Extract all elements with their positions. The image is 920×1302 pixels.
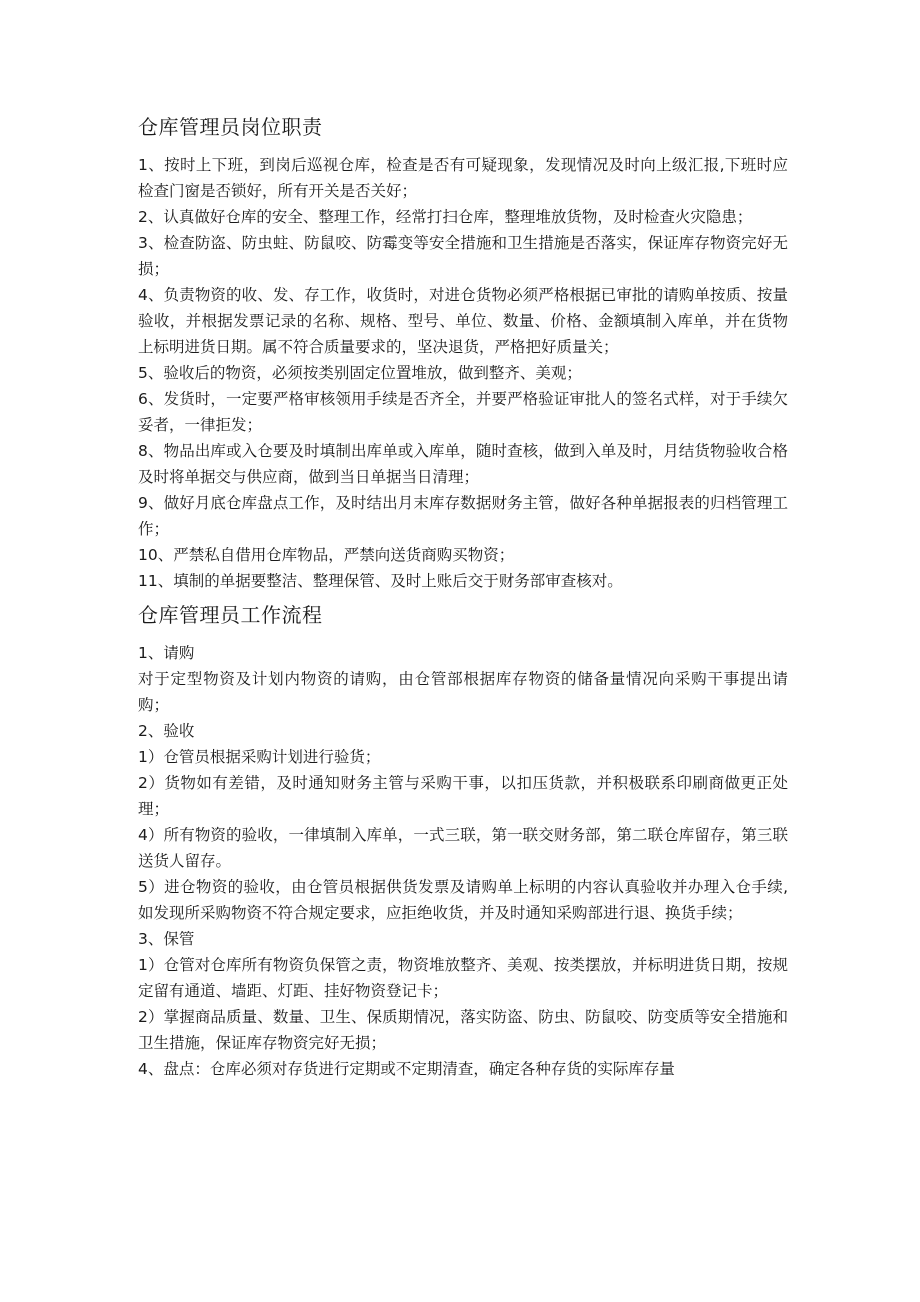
- process-step-title: 1、请购: [138, 644, 195, 662]
- duty-item: 3、检查防盗、防虫蛀、防鼠咬、防霉变等安全措施和卫生措施是否落实，保证库存物资完好无损；: [138, 234, 788, 278]
- process-item: 2）货物如有差错，及时通知财务主管与采购干事，以扣压货款，并积极联系印刷商做更正处理；: [138, 774, 788, 818]
- process-item: 2）掌握商品质量、数量、卫生、保质期情况，落实防盗、防虫、防鼠咬、防变质等安全措施和卫生措施，保证库存物资完好无损；: [138, 1008, 788, 1052]
- document-page: [138, 112, 788, 1082]
- process-item: 对于定型物资及计划内物资的请购，由仓管部根据库存物资的储备量情况向采购干事提出请购；: [138, 670, 788, 714]
- duty-item: 8、物品出库或入仓要及时填制出库单或入库单，随时查核，做到入单及时，月结货物验收合格及时将单据交与供应商，做到当日单据当日清理；: [138, 442, 788, 486]
- duty-item: 6、发货时，一定要严格审核领用手续是否齐全，并要严格验证审批人的签名式样，对于手续欠妥者，一律拒发；: [138, 390, 788, 434]
- process-item: 1）仓管对仓库所有物资负保管之责，物资堆放整齐、美观、按类摆放，并标明进货日期，按规定留有通道、墙距、灯距、挂好物资登记卡；: [138, 956, 788, 1000]
- duty-item: 5、验收后的物资，必须按类别固定位置堆放，做到整齐、美观；: [138, 364, 582, 382]
- duty-item: 1、按时上下班，到岗后巡视仓库，检查是否有可疑现象，发现情况及时向上级汇报,下班时应检查门窗是否锁好，所有开关是否关好；: [138, 156, 788, 200]
- process-step-title: 3、保管: [138, 930, 195, 948]
- duty-item: 10、严禁私自借用仓库物品，严禁向送货商购买物资；: [138, 546, 515, 564]
- duties-heading: 仓库管理员岗位职责: [138, 115, 323, 139]
- process-item: 5）进仓物资的验收，由仓管员根据供货发票及请购单上标明的内容认真验收并办理入仓手续,如发现所采购物资不符合规定要求，应拒绝收货，并及时通知采购部进行退、换货手续；: [138, 878, 788, 922]
- process-item: 1）仓管员根据采购计划进行验货；: [138, 748, 381, 766]
- duties-list: [138, 152, 788, 594]
- duty-item: 11、填制的单据要整洁、整理保管、及时上账后交于财务部审查核对。: [138, 572, 623, 590]
- process-item: 4）所有物资的验收，一律填制入库单，一式三联，第一联交财务部，第二联仓库留存，第三联送货人留存。: [138, 826, 788, 870]
- duty-item: 2、认真做好仓库的安全、整理工作，经常打扫仓库，整理堆放货物，及时检查火灾隐患；: [138, 208, 753, 226]
- process-item: 4、盘点：仓库必须对存货进行定期或不定期清查，确定各种存货的实际库存量: [138, 1060, 675, 1078]
- duty-item: 9、做好月底仓库盘点工作，及时结出月末库存数据财务主管，做好各种单据报表的归档管理工作；: [138, 494, 788, 538]
- process-heading: 仓库管理员工作流程: [138, 603, 323, 627]
- duty-item: 4、负责物资的收、发、存工作，收货时，对进仓货物必须严格根据已审批的请购单按质、按量验收，并根据发票记录的名称、规格、型号、单位、数量、价格、金额填制入库单，并在货物上标明进货日期。属不符合质量要求的，坚决退货，严格把好质量关；: [138, 286, 788, 356]
- process-list: [138, 640, 788, 1082]
- process-step-title: 2、验收: [138, 722, 195, 740]
